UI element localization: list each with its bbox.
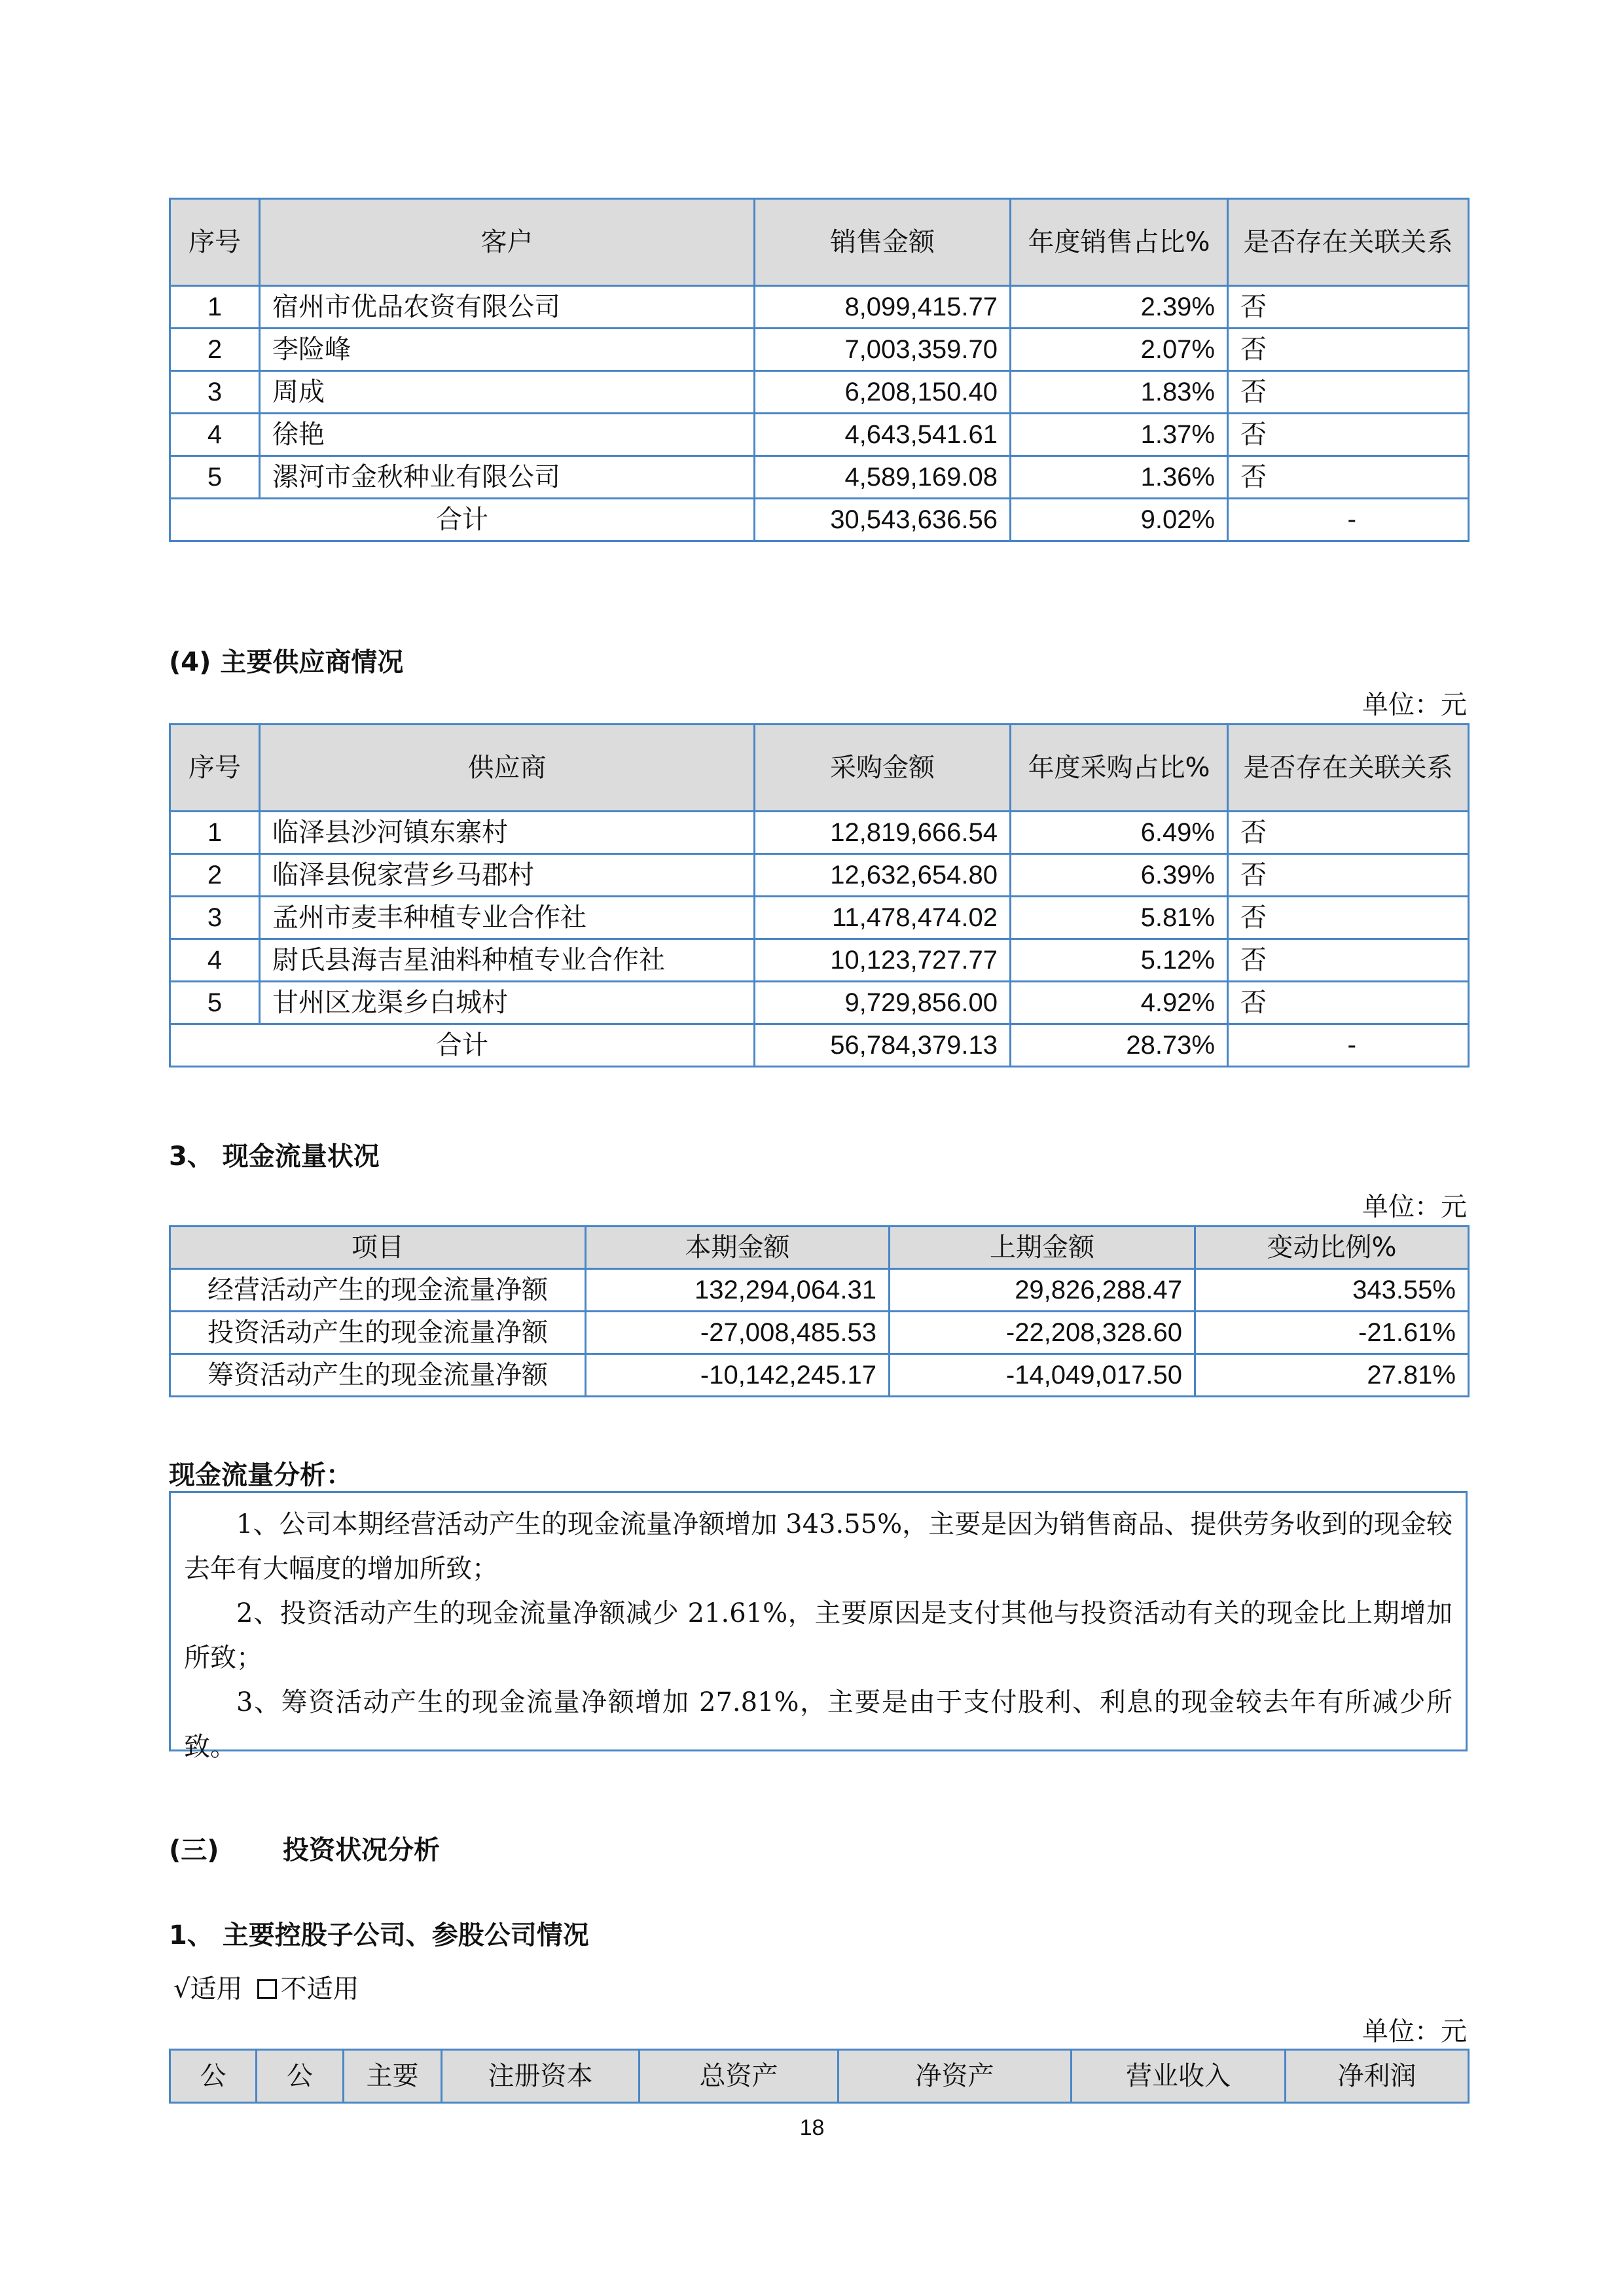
purchase-amount: 10,123,727.77 — [755, 939, 1011, 982]
subsidiary-table — [169, 2049, 1470, 2104]
column-header-supplier: 供应商 — [260, 725, 755, 812]
cashflow-item: 经营活动产生的现金流量净额 — [170, 1269, 586, 1312]
column-header-registered-capital: 注册资本 — [442, 2050, 640, 2103]
related-party: 否 — [1228, 329, 1469, 371]
total-amount: 56,784,379.13 — [755, 1024, 1011, 1067]
total-related: - — [1228, 1024, 1469, 1067]
suppliers-heading: (4) 主要供应商情况 — [169, 647, 404, 677]
column-header-related: 是否存在关联关系 — [1228, 199, 1469, 286]
row-no: 2 — [170, 329, 260, 371]
analysis-paragraph: 1、公司本期经营活动产生的现金流量净额增加 343.55%，主要是因为销售商品、提供劳务收到的现金较去年有大幅度的增加所致； — [184, 1509, 1453, 1584]
customer-name: 宿州市优品农资有限公司 — [260, 286, 755, 329]
applicable-option: √适用 — [173, 1974, 243, 2004]
cashflow-item: 投资活动产生的现金流量净额 — [170, 1312, 586, 1354]
total-ratio: 28.73% — [1011, 1024, 1228, 1067]
change-ratio: 27.81% — [1195, 1354, 1469, 1397]
table-row — [170, 812, 1469, 854]
purchase-ratio: 5.81% — [1011, 897, 1228, 939]
customer-name: 漯河市金秋种业有限公司 — [260, 456, 755, 499]
total-ratio: 9.02% — [1011, 499, 1228, 541]
not-applicable-option: 不适用 — [280, 1974, 359, 2004]
row-no: 3 — [170, 897, 260, 939]
supplier-name: 临泽县沙河镇东寨村 — [260, 812, 755, 854]
supplier-name: 临泽县倪家营乡马郡村 — [260, 854, 755, 897]
column-header-current: 本期金额 — [586, 1227, 890, 1269]
row-no: 5 — [170, 456, 260, 499]
table-header-row — [170, 1227, 1469, 1269]
customers-table — [169, 198, 1470, 542]
column-header-net-assets: 净资产 — [839, 2050, 1072, 2103]
sales-ratio: 1.37% — [1011, 414, 1228, 456]
column-header-company-type: 公 — [257, 2050, 344, 2103]
analysis-heading: 现金流量分析： — [169, 1460, 352, 1490]
column-header-change: 变动比例% — [1195, 1227, 1469, 1269]
suppliers-table — [169, 723, 1470, 1067]
purchase-amount: 11,478,474.02 — [755, 897, 1011, 939]
column-header-ratio: 年度采购占比% — [1011, 725, 1228, 812]
total-label: 合计 — [170, 499, 755, 541]
table-row — [170, 329, 1469, 371]
analysis-paragraph: 2、投资活动产生的现金流量净额减少 21.61%，主要原因是支付其他与投资活动有关的现金比上期增加所致； — [184, 1598, 1453, 1673]
table-row — [170, 456, 1469, 499]
page-number: 18 — [799, 2115, 825, 2140]
column-header-amount: 销售金额 — [755, 199, 1011, 286]
table-row — [170, 854, 1469, 897]
supplier-name: 甘州区龙渠乡白城村 — [260, 982, 755, 1024]
current-amount: -27,008,485.53 — [586, 1312, 890, 1354]
related-party: 否 — [1228, 939, 1469, 982]
current-amount: 132,294,064.31 — [586, 1269, 890, 1312]
table-row — [170, 939, 1469, 982]
cashflow-unit: 单位：元 — [1362, 1192, 1467, 1222]
sales-ratio: 2.07% — [1011, 329, 1228, 371]
table-row — [170, 286, 1469, 329]
total-amount: 30,543,636.56 — [755, 499, 1011, 541]
table-total-row — [170, 1024, 1469, 1067]
column-header-amount: 采购金额 — [755, 725, 1011, 812]
table-row — [170, 414, 1469, 456]
row-no: 2 — [170, 854, 260, 897]
analysis-paragraph: 3、筹资活动产生的现金流量净额增加 27.81%，主要是由于支付股利、利息的现金较去年有所减少所致。 — [184, 1687, 1453, 1762]
related-party: 否 — [1228, 286, 1469, 329]
row-no: 3 — [170, 371, 260, 414]
applicability-options — [173, 1968, 359, 2005]
supplier-name: 尉氏县海吉星油料种植专业合作社 — [260, 939, 755, 982]
previous-amount: -14,049,017.50 — [890, 1354, 1195, 1397]
column-header-ratio: 年度销售占比% — [1011, 199, 1228, 286]
table-header-row — [170, 2050, 1469, 2103]
sales-ratio: 2.39% — [1011, 286, 1228, 329]
column-header-no: 序号 — [170, 725, 260, 812]
customer-name: 徐艳 — [260, 414, 755, 456]
investment-heading-prefix: (三) — [169, 1835, 219, 1865]
purchase-amount: 12,632,654.80 — [755, 854, 1011, 897]
customer-name: 周成 — [260, 371, 755, 414]
column-header-previous: 上期金额 — [890, 1227, 1195, 1269]
row-no: 5 — [170, 982, 260, 1024]
table-row — [170, 1312, 1469, 1354]
sales-amount: 8,099,415.77 — [755, 286, 1011, 329]
previous-amount: 29,826,288.47 — [890, 1269, 1195, 1312]
total-related: - — [1228, 499, 1469, 541]
sales-ratio: 1.83% — [1011, 371, 1228, 414]
sales-ratio: 1.36% — [1011, 456, 1228, 499]
column-header-no: 序号 — [170, 199, 260, 286]
cashflow-item: 筹资活动产生的现金流量净额 — [170, 1354, 586, 1397]
purchase-amount: 9,729,856.00 — [755, 982, 1011, 1024]
row-no: 1 — [170, 812, 260, 854]
table-row — [170, 1269, 1469, 1312]
purchase-ratio: 4.92% — [1011, 982, 1228, 1024]
subsidiary-unit: 单位：元 — [1362, 2017, 1467, 2047]
sales-amount: 4,589,169.08 — [755, 456, 1011, 499]
supplier-name: 孟州市麦丰种植专业合作社 — [260, 897, 755, 939]
customer-name: 李险峰 — [260, 329, 755, 371]
table-total-row — [170, 499, 1469, 541]
table-header-row — [170, 199, 1469, 286]
column-header-item: 项目 — [170, 1227, 586, 1269]
table-row — [170, 897, 1469, 939]
related-party: 否 — [1228, 982, 1469, 1024]
current-amount: -10,142,245.17 — [586, 1354, 890, 1397]
row-no: 4 — [170, 939, 260, 982]
cashflow-heading: 3、 现金流量状况 — [169, 1141, 380, 1172]
column-header-company: 公 — [170, 2050, 257, 2103]
row-no: 4 — [170, 414, 260, 456]
related-party: 否 — [1228, 812, 1469, 854]
analysis-box — [169, 1491, 1468, 1762]
column-header-main-business: 主要 — [344, 2050, 442, 2103]
previous-amount: -22,208,328.60 — [890, 1312, 1195, 1354]
sales-amount: 7,003,359.70 — [755, 329, 1011, 371]
row-no: 1 — [170, 286, 260, 329]
related-party: 否 — [1228, 414, 1469, 456]
purchase-amount: 12,819,666.54 — [755, 812, 1011, 854]
related-party: 否 — [1228, 456, 1469, 499]
purchase-ratio: 5.12% — [1011, 939, 1228, 982]
investment-heading: 投资状况分析 — [283, 1835, 440, 1865]
subsidiary-heading: 1、 主要控股子公司、参股公司情况 — [169, 1920, 589, 1950]
related-party: 否 — [1228, 854, 1469, 897]
table-row — [170, 371, 1469, 414]
sales-amount: 4,643,541.61 — [755, 414, 1011, 456]
purchase-ratio: 6.39% — [1011, 854, 1228, 897]
total-label: 合计 — [170, 1024, 755, 1067]
change-ratio: -21.61% — [1195, 1312, 1469, 1354]
purchase-ratio: 6.49% — [1011, 812, 1228, 854]
table-header-row — [170, 725, 1469, 812]
table-row — [170, 1354, 1469, 1397]
column-header-net-profit: 净利润 — [1286, 2050, 1469, 2103]
column-header-revenue: 营业收入 — [1072, 2050, 1286, 2103]
sales-amount: 6,208,150.40 — [755, 371, 1011, 414]
related-party: 否 — [1228, 897, 1469, 939]
column-header-total-assets: 总资产 — [640, 2050, 839, 2103]
table-row — [170, 982, 1469, 1024]
suppliers-unit: 单位：元 — [1362, 690, 1467, 720]
column-header-customer: 客户 — [260, 199, 755, 286]
checkbox-icon — [257, 1979, 277, 1999]
related-party: 否 — [1228, 371, 1469, 414]
cashflow-table — [169, 1225, 1470, 1397]
change-ratio: 343.55% — [1195, 1269, 1469, 1312]
column-header-related: 是否存在关联关系 — [1228, 725, 1469, 812]
